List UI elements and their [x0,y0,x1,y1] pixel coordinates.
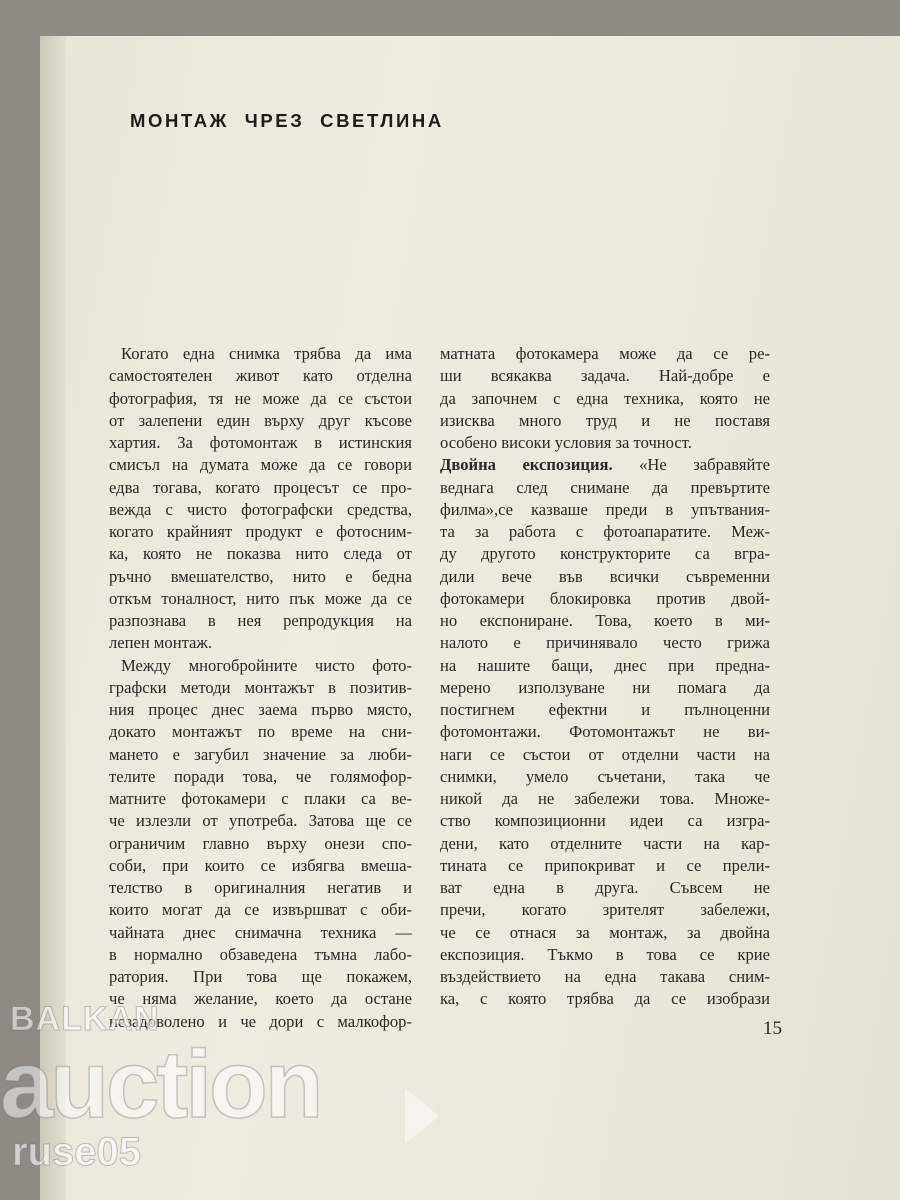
text-line: смисъл на думата може да се говори [109,455,412,475]
text-line: ство композиционни идеи са изгра- [440,811,770,831]
text-line: на нашите бащи, днес при предна- [440,655,770,675]
text-line: лепен монтаж. [109,633,213,653]
text-line: ка, която не показва нито следа от [109,544,412,564]
text-line: хартия. За фотомонтаж в истинския [109,433,412,452]
text-line: чайната днес снимачна техника — [109,922,412,942]
text-line: които могат да се извършват с оби- [109,900,412,920]
right-text-column [440,343,770,1011]
text-line: постигнем ефектни и пълноценни [440,700,770,719]
text-line: незадоволено и че дори с малкофор- [109,1011,412,1031]
text-line: едва тогава, когато процесът се про- [109,477,412,497]
text-line: филма»,се казваше преди в упътвания- [440,499,770,519]
text-line: ратория. При това ще покажем, [109,967,412,986]
text-line: матната фотокамера може да се ре- [440,344,770,363]
text-line: фотомонтажи. Фотомонтажът не ви- [440,722,770,742]
text-line: въздействието на една такава сним- [440,967,770,986]
text-line: мането е загубил значение за люби- [109,744,412,764]
text-line: налото е причинявало често грижа [440,633,770,653]
text-line: телите поради това, че голямофор- [109,766,412,786]
text-line: ват една в друга. Съвсем не [440,878,770,897]
watermark-play-icon [405,1088,439,1144]
text-line: самостоятелен живот като отделна [109,366,412,386]
text-line: ка, с която трябва да се изобрази [440,989,770,1009]
text-line: от залепени един върху друг късове [109,410,412,430]
text-line: никой да не забележи това. Множе- [440,789,770,808]
section-heading: Двойна експозиция. [440,455,613,475]
text-line: но експониране. Това, което в ми- [440,611,770,630]
text-line: ния процес днес заема първо място, [109,700,412,719]
watermark-brand-top: BALKAN [10,1000,160,1038]
text-line: да започнем с една техника, която не [440,388,770,408]
text-line: дили вече във всички съвременни [440,566,770,586]
text-line: телство в оригиналния негатив и [109,878,412,897]
text-line: вежда с чисто фотографски средства, [109,499,412,519]
text-line: та за работа с фотоапаратите. Меж- [440,522,770,541]
text-line: особено високи условия за точност. [440,433,692,452]
text-line: експозиция. Тъкмо в това се крие [440,944,770,964]
text-line: когато крайният продукт е фотосним- [109,522,412,541]
text-line: графски методи монтажът в позитив- [109,677,412,697]
text-line: матните фотокамери с плаки са ве- [109,789,412,808]
text-line: Между многобройните чисто фото- [121,655,412,675]
text-line: наги се състои от отделни части на [440,744,770,764]
text-line: ши всякаква задача. Най-добре е [440,366,770,386]
text-line-with-heading [440,454,770,476]
text-line: че няма желание, което да остане [109,989,412,1009]
heading-line-tail: «Не забравяйте [612,455,770,475]
text-line: мерено използуване ни помага да [440,677,770,697]
text-line: докато монтажът по време на сни- [109,722,412,742]
text-line: че излезли от употреба. Затова ще се [109,811,412,831]
text-line: ду другото конструкторите са вгра- [440,544,770,564]
text-line: снимки, умело съчетани, така че [440,766,770,786]
text-line: ръчно вмешателство, нито е бедна [109,566,412,586]
text-line: че се отнася за монтаж, за двойна [440,922,770,942]
text-line: Когато една снимка трябва да има [121,344,412,363]
text-line: ограничим главно върху онези спо- [109,833,412,853]
text-line: в нормално обзаведена тъмна лабо- [109,944,412,964]
text-line: разпознава в нея репродукция на [109,611,412,630]
text-line: тината се припокриват и се прели- [440,855,770,875]
text-line: фотокамери блокировка против двой- [440,588,770,608]
text-line: дени, като отделните части на кар- [440,833,770,853]
page-number: 15 [763,1018,782,1039]
text-line: откъм тоналност, нито пък може да се [109,588,412,608]
watermark-username: ruse05 [12,1130,141,1174]
left-text-column [109,343,412,1033]
text-line: соби, при които се избягва вмеша- [109,855,412,875]
chapter-title: МОНТАЖ ЧРЕЗ СВЕТЛИНА [130,110,444,131]
watermark-brand-main: auction [0,1031,321,1138]
text-line: пречи, когато зрителят забележи, [440,900,770,920]
text-line: изисква много труд и не поставя [440,410,770,430]
text-line: фотография, тя не може да се състои [109,388,412,408]
text-line: веднага след снимане да превъртите [440,477,770,497]
